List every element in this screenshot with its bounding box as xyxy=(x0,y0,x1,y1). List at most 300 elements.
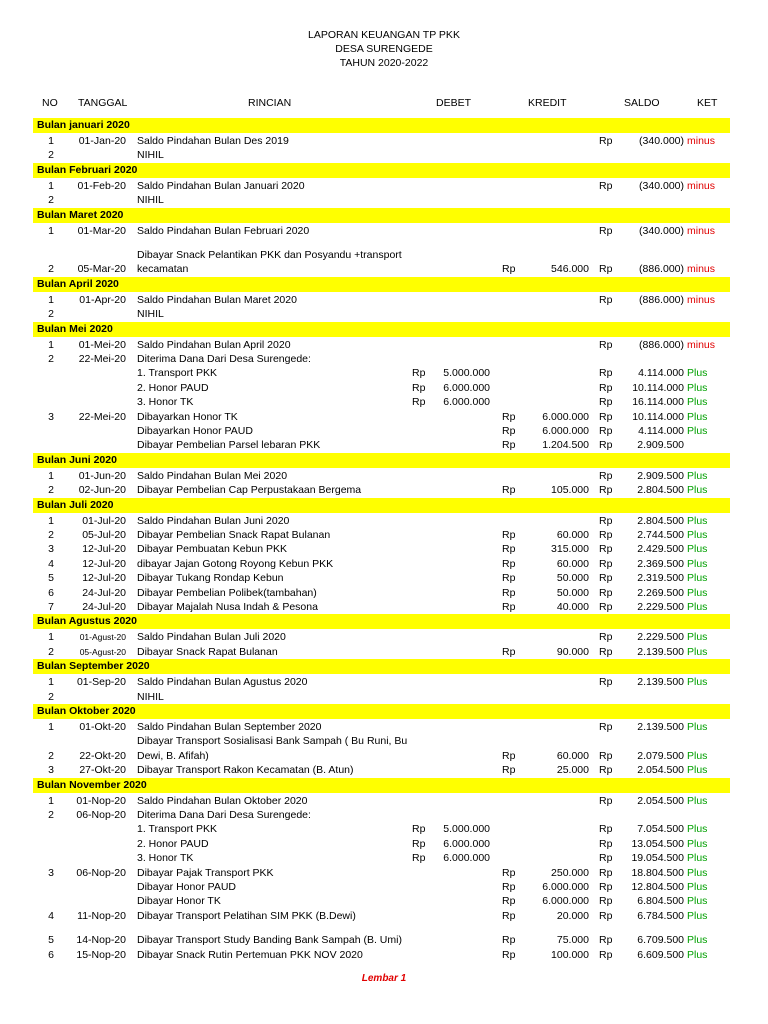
row-saldo: 10.114.000 xyxy=(632,381,684,394)
row-no: 1 xyxy=(48,631,54,644)
row-ket: Plus xyxy=(687,764,708,777)
row-debet-currency: Rp xyxy=(412,823,426,836)
row-description: NIHIL xyxy=(137,308,164,321)
table-row xyxy=(0,307,768,321)
report-title-line3: TAHUN 2020-2022 xyxy=(339,57,429,69)
row-ket: Plus xyxy=(687,749,708,762)
row-no: 3 xyxy=(48,543,54,556)
row-debet: 6.000.000 xyxy=(443,852,490,865)
row-description: Saldo Pindahan Bulan Juli 2020 xyxy=(137,631,286,644)
table-row xyxy=(0,734,768,748)
row-saldo-currency: Rp xyxy=(599,439,613,452)
table-row xyxy=(0,794,768,808)
row-date: 12-Jul-20 xyxy=(82,543,126,556)
row-saldo: 2.269.500 xyxy=(637,586,684,599)
row-date: 01-Jun-20 xyxy=(78,469,126,482)
row-description: Dibayar Pembelian Polibek(tambahan) xyxy=(137,586,317,599)
row-saldo-currency: Rp xyxy=(599,934,613,947)
table-row xyxy=(0,248,768,262)
header-debet: DEBET xyxy=(436,97,472,109)
row-saldo-currency: Rp xyxy=(599,293,613,306)
table-row xyxy=(0,224,768,238)
row-saldo: 12.804.500 xyxy=(631,881,684,893)
row-ket: Plus xyxy=(687,484,708,497)
row-saldo: 2.804.500 xyxy=(637,514,684,527)
row-no: 2 xyxy=(48,308,54,321)
row-kredit-currency: Rp xyxy=(502,572,516,585)
row-debet: 6.000.000 xyxy=(443,837,490,850)
row-saldo: 10.114.000 xyxy=(632,410,684,423)
row-no: 2 xyxy=(48,690,54,703)
row-saldo: 2.054.500 xyxy=(637,764,684,777)
row-kredit: 100.000 xyxy=(551,948,589,961)
row-saldo-currency: Rp xyxy=(599,837,613,850)
row-ket: Plus xyxy=(687,586,708,599)
row-description: 2. Honor PAUD xyxy=(137,837,209,850)
row-date: 14-Nop-20 xyxy=(76,934,126,947)
row-no: 3 xyxy=(48,410,54,423)
month-header xyxy=(33,453,730,468)
row-no: 1 xyxy=(48,794,54,807)
row-no: 1 xyxy=(48,135,54,147)
row-kredit: 6.000.000 xyxy=(542,410,589,423)
row-saldo: (886.000) xyxy=(639,338,684,351)
row-saldo: 2.229.500 xyxy=(637,601,684,613)
row-saldo: 16.114.000 xyxy=(632,396,684,409)
row-saldo-currency: Rp xyxy=(599,396,613,409)
row-saldo: 6.609.500 xyxy=(637,948,684,961)
row-date: 05-Jul-20 xyxy=(82,529,126,541)
row-kredit: 75.000 xyxy=(556,934,589,947)
row-date: 22-Mei-20 xyxy=(78,353,126,365)
row-saldo-currency: Rp xyxy=(599,676,613,689)
row-saldo: 4.114.000 xyxy=(638,425,684,437)
row-ket: minus xyxy=(687,224,716,237)
row-saldo-currency: Rp xyxy=(599,179,613,192)
row-no: 2 xyxy=(48,645,54,658)
row-description: 2. Honor PAUD xyxy=(137,381,209,394)
row-ket: Plus xyxy=(687,367,708,380)
row-saldo: 19.054.500 xyxy=(631,852,684,865)
row-kredit: 6.000.000 xyxy=(542,881,589,893)
row-ket: Plus xyxy=(687,823,708,836)
row-saldo-currency: Rp xyxy=(599,586,613,599)
row-kredit-currency: Rp xyxy=(502,764,516,777)
table-row xyxy=(0,675,768,689)
row-ket: Plus xyxy=(687,895,708,908)
month-header xyxy=(33,277,730,292)
table-row xyxy=(0,262,768,276)
row-kredit-currency: Rp xyxy=(502,529,516,541)
row-description: Dibayar Honor TK xyxy=(137,895,221,908)
row-no: 4 xyxy=(48,557,54,570)
row-description: Dibayar Snack Pelantikan PKK dan Posyandu +transport xyxy=(137,249,402,261)
row-no: 2 xyxy=(48,809,54,821)
month-header xyxy=(33,118,730,133)
row-saldo-currency: Rp xyxy=(599,135,613,147)
month-label: Bulan Oktober 2020 xyxy=(37,705,136,717)
row-saldo-currency: Rp xyxy=(599,645,613,658)
row-saldo: 4.114.000 xyxy=(638,367,684,380)
row-saldo-currency: Rp xyxy=(599,557,613,570)
row-date: 01-Apr-20 xyxy=(79,293,126,306)
month-header xyxy=(33,659,730,674)
header-ket: KET xyxy=(697,97,718,109)
row-no: 5 xyxy=(48,934,54,947)
row-description: Dibayar Pembelian Snack Rapat Bulanan xyxy=(137,529,331,541)
month-header xyxy=(33,208,730,223)
row-kredit-currency: Rp xyxy=(502,557,516,570)
row-saldo-currency: Rp xyxy=(599,948,613,961)
table-row xyxy=(0,866,768,880)
row-kredit-currency: Rp xyxy=(502,484,516,497)
row-ket: Plus xyxy=(687,601,708,613)
table-row xyxy=(0,630,768,644)
row-description: NIHIL xyxy=(137,149,164,162)
table-row xyxy=(0,483,768,497)
row-saldo: 18.804.500 xyxy=(631,866,684,879)
row-date: 01-Jan-20 xyxy=(78,135,126,147)
row-no: 1 xyxy=(48,179,54,192)
table-row xyxy=(0,542,768,556)
row-description: Saldo Pindahan Bulan Februari 2020 xyxy=(137,224,310,237)
row-ket: Plus xyxy=(687,425,708,437)
row-saldo: (340.000) xyxy=(639,179,684,192)
row-ket: Plus xyxy=(687,837,708,850)
row-date: 24-Jul-20 xyxy=(82,586,126,599)
row-no: 1 xyxy=(48,469,54,482)
row-saldo-currency: Rp xyxy=(599,764,613,777)
row-saldo-currency: Rp xyxy=(599,794,613,807)
row-ket: Plus xyxy=(687,381,708,394)
row-ket: Plus xyxy=(687,948,708,961)
row-saldo-currency: Rp xyxy=(599,631,613,644)
row-ket: Plus xyxy=(687,514,708,527)
row-kredit-currency: Rp xyxy=(502,601,516,613)
row-debet-currency: Rp xyxy=(412,852,426,865)
table-row xyxy=(0,851,768,865)
row-date: 01-Okt-20 xyxy=(79,721,126,733)
row-ket: Plus xyxy=(687,631,708,644)
row-date: 06-Nop-20 xyxy=(76,809,126,821)
row-description: kecamatan xyxy=(137,263,189,276)
row-kredit: 50.000 xyxy=(556,572,589,585)
row-date: 11-Nop-20 xyxy=(77,909,126,922)
row-description: Saldo Pindahan Bulan Mei 2020 xyxy=(137,469,288,482)
row-saldo-currency: Rp xyxy=(599,224,613,237)
table-row xyxy=(0,645,768,659)
row-saldo: 2.909.500 xyxy=(637,469,684,482)
row-date: 05-Agust-20 xyxy=(79,646,126,657)
month-label: Bulan Mei 2020 xyxy=(37,322,113,335)
row-ket: Plus xyxy=(687,396,708,409)
row-no: 6 xyxy=(48,586,54,599)
header-kredit: KREDIT xyxy=(528,97,567,109)
row-debet-currency: Rp xyxy=(412,381,426,394)
row-no: 2 xyxy=(48,353,54,365)
row-saldo-currency: Rp xyxy=(599,410,613,423)
month-label: Bulan November 2020 xyxy=(37,778,147,791)
row-ket: Plus xyxy=(687,645,708,658)
row-saldo-currency: Rp xyxy=(599,484,613,497)
row-description: Dibayar Majalah Nusa Indah & Pesona xyxy=(137,601,318,613)
row-kredit: 60.000 xyxy=(556,557,589,570)
table-row xyxy=(0,352,768,366)
row-kredit-currency: Rp xyxy=(502,866,516,879)
table-row xyxy=(0,909,768,923)
row-saldo: 2.139.500 xyxy=(637,676,684,689)
report-title xyxy=(0,28,768,70)
row-kredit: 60.000 xyxy=(556,749,589,762)
row-ket: Plus xyxy=(687,866,708,879)
row-no: 1 xyxy=(48,676,54,689)
month-header xyxy=(33,322,730,337)
row-description: Dibayar Transport Rakon Kecamatan (B. Atun) xyxy=(137,764,354,777)
row-date: 15-Nop-20 xyxy=(76,948,126,961)
row-ket: Plus xyxy=(687,410,708,423)
row-ket: Plus xyxy=(687,881,708,893)
row-ket: minus xyxy=(687,293,716,306)
row-kredit: 315.000 xyxy=(551,543,589,556)
row-description: Dibayar Pembelian Parsel lebaran PKK xyxy=(137,439,321,452)
row-kredit: 546.000 xyxy=(551,263,589,276)
row-no: 2 xyxy=(48,749,54,762)
row-description: Saldo Pindahan Bulan Maret 2020 xyxy=(137,293,297,306)
row-kredit-currency: Rp xyxy=(502,881,516,893)
table-row xyxy=(0,586,768,600)
table-row xyxy=(0,948,768,962)
row-description: Dibayar Transport Sosialisasi Bank Sampah ( Bu Runi, Bu xyxy=(137,735,408,748)
table-row xyxy=(0,763,768,777)
row-kredit: 6.000.000 xyxy=(542,895,589,908)
row-ket: Plus xyxy=(687,557,708,570)
row-saldo: 2.319.500 xyxy=(637,572,684,585)
row-saldo: 2.054.500 xyxy=(637,794,684,807)
row-no: 2 xyxy=(48,149,54,162)
table-row xyxy=(0,822,768,836)
row-description: 3. Honor TK xyxy=(137,396,194,409)
row-no: 3 xyxy=(48,866,54,879)
row-description: Dibayarkan Honor TK xyxy=(137,410,238,423)
row-saldo-currency: Rp xyxy=(599,823,613,836)
row-debet-currency: Rp xyxy=(412,837,426,850)
table-row xyxy=(0,880,768,894)
table-row xyxy=(0,148,768,162)
row-no: 5 xyxy=(48,572,54,585)
table-row xyxy=(0,894,768,908)
month-label: Bulan Maret 2020 xyxy=(37,208,124,221)
row-description: Dibayar Pembelian Cap Perpustakaan Bergema xyxy=(137,484,362,497)
row-kredit-currency: Rp xyxy=(502,934,516,947)
row-ket: minus xyxy=(687,263,716,276)
row-kredit-currency: Rp xyxy=(502,439,516,452)
row-debet: 5.000.000 xyxy=(443,823,490,836)
row-saldo-currency: Rp xyxy=(599,601,613,613)
row-kredit-currency: Rp xyxy=(502,749,516,762)
table-row xyxy=(0,366,768,380)
month-header xyxy=(33,498,730,513)
month-label: Bulan Agustus 2020 xyxy=(37,615,137,628)
row-description: NIHIL xyxy=(137,690,164,703)
row-saldo: 6.784.500 xyxy=(637,909,684,922)
row-saldo-currency: Rp xyxy=(599,338,613,351)
row-kredit: 50.000 xyxy=(556,586,589,599)
row-saldo: (340.000) xyxy=(639,135,684,147)
row-saldo: 7.054.500 xyxy=(637,823,684,836)
row-description: Saldo Pindahan Bulan Juni 2020 xyxy=(137,514,290,527)
row-saldo: 6.804.500 xyxy=(637,895,684,908)
table-row xyxy=(0,134,768,148)
row-date: 12-Jul-20 xyxy=(82,572,126,585)
row-saldo: 6.709.500 xyxy=(637,934,684,947)
row-kredit-currency: Rp xyxy=(502,543,516,556)
month-header xyxy=(33,163,730,178)
row-ket: minus xyxy=(687,135,716,147)
row-debet: 5.000.000 xyxy=(443,367,490,380)
row-description: Saldo Pindahan Bulan September 2020 xyxy=(137,721,322,733)
row-description: Saldo Pindahan Bulan April 2020 xyxy=(137,338,291,351)
table-row xyxy=(0,600,768,614)
row-debet-currency: Rp xyxy=(412,396,426,409)
row-ket: Plus xyxy=(687,469,708,482)
row-no: 4 xyxy=(48,909,54,922)
row-description: Dibayar Honor PAUD xyxy=(137,881,237,893)
row-kredit-currency: Rp xyxy=(502,586,516,599)
row-description: Dibayarkan Honor PAUD xyxy=(137,425,253,437)
row-saldo: 13.054.500 xyxy=(631,837,684,850)
row-date: 01-Jul-20 xyxy=(82,514,126,527)
table-row xyxy=(0,438,768,452)
row-saldo-currency: Rp xyxy=(599,881,613,893)
row-saldo-currency: Rp xyxy=(599,572,613,585)
row-date: 12-Jul-20 xyxy=(82,557,126,570)
table-row xyxy=(0,749,768,763)
table-row xyxy=(0,410,768,424)
row-no: 2 xyxy=(48,263,54,276)
row-no: 7 xyxy=(48,601,54,613)
row-ket: Plus xyxy=(687,676,708,689)
row-description: Saldo Pindahan Bulan Januari 2020 xyxy=(137,179,305,192)
table-row xyxy=(0,424,768,438)
table-row xyxy=(0,395,768,409)
row-kredit-currency: Rp xyxy=(502,948,516,961)
row-description: Dibayar Pajak Transport PKK xyxy=(137,866,274,879)
row-saldo-currency: Rp xyxy=(599,909,613,922)
row-no: 3 xyxy=(48,764,54,777)
table-row xyxy=(0,557,768,571)
row-kredit: 40.000 xyxy=(556,601,589,613)
row-no: 2 xyxy=(48,484,54,497)
header-tanggal: TANGGAL xyxy=(78,97,128,109)
header-rincian: RINCIAN xyxy=(248,97,292,109)
row-no: 1 xyxy=(48,338,54,351)
row-description: dibayar Jajan Gotong Royong Kebun PKK xyxy=(137,557,334,570)
header-no: NO xyxy=(42,97,58,109)
table-row xyxy=(0,808,768,822)
row-saldo: 2.229.500 xyxy=(637,631,684,644)
row-description: Dibayar Pembuatan Kebun PKK xyxy=(137,543,288,556)
row-description: Saldo Pindahan Bulan Agustus 2020 xyxy=(137,676,308,689)
table-row xyxy=(0,528,768,542)
row-kredit-currency: Rp xyxy=(502,410,516,423)
row-saldo-currency: Rp xyxy=(599,529,613,541)
month-header xyxy=(33,778,730,793)
row-ket: minus xyxy=(687,338,716,351)
table-header xyxy=(0,97,768,111)
row-description: Dibayar Transport Pelatihan SIM PKK (B.Dewi) xyxy=(137,909,356,922)
row-saldo-currency: Rp xyxy=(599,367,613,380)
row-date: 01-Agust-20 xyxy=(79,632,126,643)
row-debet: 6.000.000 xyxy=(443,381,490,394)
row-saldo-currency: Rp xyxy=(599,425,613,437)
row-description: Dibayar Snack Rutin Pertemuan PKK NOV 2020 xyxy=(137,948,363,961)
row-no: 2 xyxy=(48,194,54,207)
row-saldo: (340.000) xyxy=(639,224,684,237)
row-saldo: 2.744.500 xyxy=(637,529,684,541)
table-row xyxy=(0,338,768,352)
row-ket: Plus xyxy=(687,721,708,733)
row-description: NIHIL xyxy=(137,194,164,207)
row-saldo-currency: Rp xyxy=(599,381,613,394)
month-label: Bulan januari 2020 xyxy=(37,119,130,131)
row-date: 06-Nop-20 xyxy=(76,866,126,879)
row-description: 1. Transport PKK xyxy=(137,823,217,836)
table-row xyxy=(0,514,768,528)
row-date: 27-Okt-20 xyxy=(79,764,126,777)
month-label: Bulan April 2020 xyxy=(37,277,119,290)
row-kredit-currency: Rp xyxy=(502,895,516,908)
row-saldo-currency: Rp xyxy=(599,469,613,482)
month-label: Bulan September 2020 xyxy=(37,660,150,673)
row-description: Saldo Pindahan Bulan Des 2019 xyxy=(137,135,289,147)
row-kredit: 20.000 xyxy=(556,909,589,922)
row-ket: Plus xyxy=(687,529,708,541)
month-label: Bulan Juni 2020 xyxy=(37,453,117,466)
row-kredit: 105.000 xyxy=(551,484,589,497)
row-date: 01-Mar-20 xyxy=(77,224,126,237)
table-row xyxy=(0,720,768,734)
table-row xyxy=(0,690,768,704)
row-no: 1 xyxy=(48,224,54,237)
table-row xyxy=(0,571,768,585)
row-ket: Plus xyxy=(687,909,708,922)
row-kredit: 60.000 xyxy=(556,529,589,541)
row-date: 01-Sep-20 xyxy=(76,676,126,689)
row-description: Dibayar Transport Study Banding Bank Sampah (B. Umi) xyxy=(137,934,402,947)
row-saldo-currency: Rp xyxy=(599,866,613,879)
table-row xyxy=(0,193,768,207)
row-ket: Plus xyxy=(687,934,708,947)
row-saldo-currency: Rp xyxy=(599,721,613,733)
report-title-line2: DESA SURENGEDE xyxy=(335,43,433,55)
row-description: 3. Honor TK xyxy=(137,852,194,865)
row-saldo-currency: Rp xyxy=(599,543,613,556)
row-saldo-currency: Rp xyxy=(599,263,613,276)
row-no: 6 xyxy=(48,948,54,961)
row-description: Dibayar Tukang Rondap Kebun xyxy=(137,572,284,585)
row-ket: Plus xyxy=(687,852,708,865)
row-kredit: 25.000 xyxy=(556,764,589,777)
row-kredit: 1.204.500 xyxy=(542,439,589,452)
month-label: Bulan Juli 2020 xyxy=(37,498,114,511)
row-description: Saldo Pindahan Bulan Oktober 2020 xyxy=(137,794,308,807)
row-saldo: 2.139.500 xyxy=(637,721,684,733)
row-saldo: 2.079.500 xyxy=(637,749,684,762)
page-footer: Lembar 1 xyxy=(361,973,407,984)
row-kredit: 6.000.000 xyxy=(542,425,589,437)
row-saldo: (886.000) xyxy=(639,263,684,276)
month-header xyxy=(33,614,730,629)
